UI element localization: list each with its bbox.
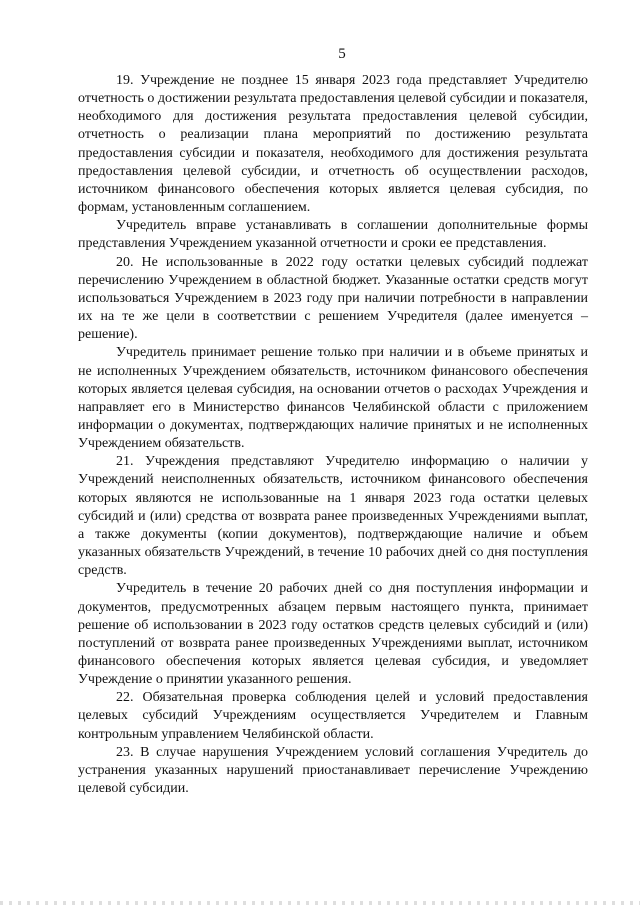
paragraph-23: 23. В случае нарушения Учреждением условий соглашения Учредитель до устранения указанных нарушений приостанавливает перечисление Учреждению целевой субсидии.: [78, 744, 588, 797]
page-number: 5: [338, 46, 346, 62]
paragraph-20: 20. Не использованные в 2022 году остатки целевых субсидий подлежат перечислению Учреждением в областной бюджет. Указанные остатки средств могут использоваться Учреждением в 2023 году при наличии потребности в направлении их на те же цели в соответствии с решением Учредителя (далее именуется – решение).: [78, 254, 588, 343]
paragraph-19-addition: Учредитель вправе устанавливать в соглашении дополнительные формы представления Учреждением указанной отчетности и сроки ее представления.: [78, 218, 588, 252]
paragraph-21: 21. Учреждения представляют Учредителю информацию о наличии у Учреждений неисполненных обязательств, источником финансового обеспечения которых являются не использованные на 1 января 2023 года остатки целевых субсидий и (или) средства от возврата ранее произведенных Учреждениями выплат, а также документы (копии документов), подтверждающие наличие и объем указанных обязательств Учреждений, в течение 10 рабочих дней со дня поступления средств.: [78, 454, 588, 579]
paragraph-22: 22. Обязательная проверка соблюдения целей и условий предоставления целевых субсидий Учреждениям осуществляется Учредителем и Главным контрольным управлением Челябинской области.: [78, 690, 588, 742]
scan-edge-artifact: [0, 901, 640, 905]
paragraph-19: 19. Учреждение не позднее 15 января 2023 года представляет Учредителю отчетность о достижении результата предоставления целевой субсидии и показателя, необходимого для достижения результата предоставления целевой субсидии, отчетность о реализации плана мероприятий по достижению результата предоставления субсидии и показателя, необходимого для достижения результата предоставления целевой субсидии, и отчетность об осуществлении расходов, источником финансового обеспечения которых является целевая субсидия, по формам, установленным соглашением.: [78, 73, 588, 216]
document-body: [78, 72, 588, 798]
paragraph-20-addition: Учредитель принимает решение только при наличии и в объеме принятых и не исполненных Учреждением обязательств, источником финансового обеспечения которых является целевая субсидия, на основании отчетов о расходах Учреждения и направляет его в Министерство финансов Челябинской области с приложением информации о документах, подтверждающих наличие принятых и не исполненных Учреждением обязательств.: [78, 345, 588, 452]
paragraph-21-addition: Учредитель в течение 20 рабочих дней со дня поступления информации и документов, предусмотренных абзацем первым настоящего пункта, принимает решение об использовании в 2023 году остатков средств целевых субсидий и (или) поступлений от возврата ранее произведенных Учреждениями выплат, источником финансового обеспечения которых является целевая субсидия, и уведомляет Учреждение о принятии указанного решения.: [78, 581, 588, 688]
